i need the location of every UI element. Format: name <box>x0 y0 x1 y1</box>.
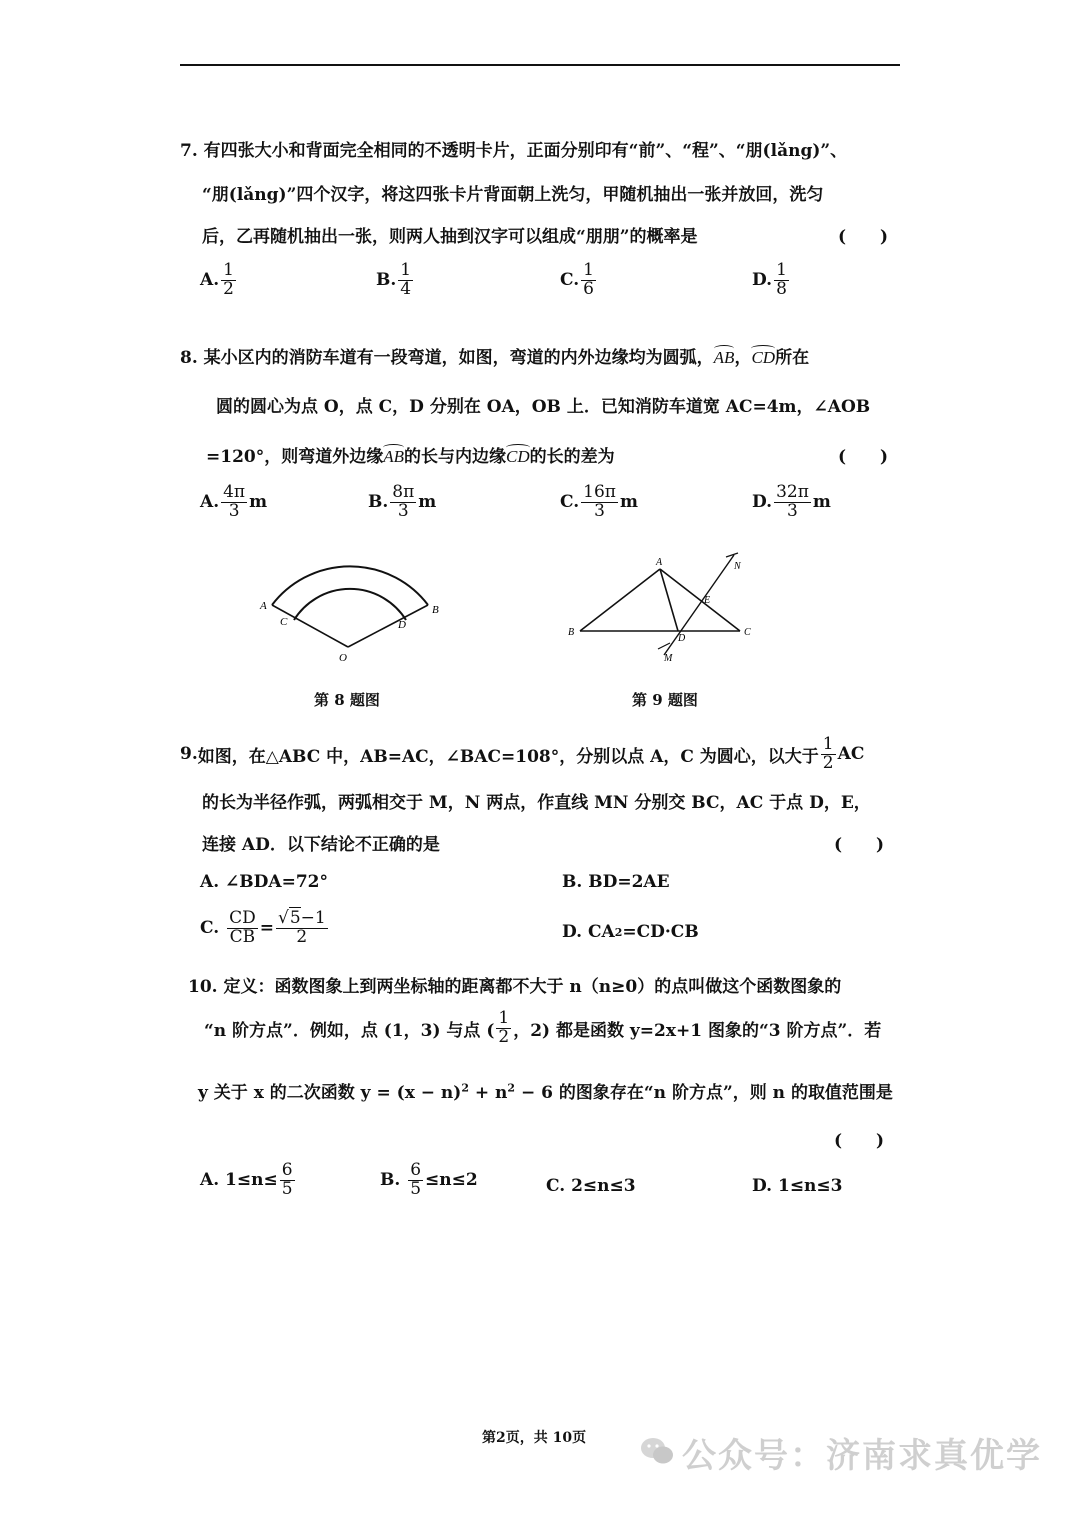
q10-text-2b: ，2) 都是函数 y=2x+1 图象的“3 阶方点”．若 <box>513 1020 882 1041</box>
q10-text-1: 定义：函数图象上到两坐标轴的距离都不大于 n（n≥0）的点叫做这个函数图象的 <box>223 977 842 997</box>
minus-one: −1 <box>300 908 326 928</box>
q10-line2 <box>204 1010 881 1047</box>
frac-num: 1 <box>776 260 787 280</box>
q7-line1 <box>180 136 847 161</box>
q8-line2: 圆的圆心为点 O，点 C，D 分别在 OA，OB 上．已知消防车道宽 AC=4m，∠AOB <box>216 397 871 417</box>
frac-den: 2 <box>296 926 308 947</box>
arc-ab-label-2: AB <box>383 447 405 466</box>
frac-den: 3 <box>594 500 605 521</box>
frac-num: 8π <box>392 482 415 502</box>
q10-option-b-label: B. <box>380 1170 401 1191</box>
label-n: N <box>734 561 741 572</box>
frac-den: 2 <box>223 278 234 299</box>
label-c: C <box>744 627 751 638</box>
q9-option-a-text: ∠BDA=72° <box>225 872 328 892</box>
q7-option-b-label: B. <box>376 270 397 291</box>
segment-ob <box>348 605 428 647</box>
label-e: E <box>704 595 711 606</box>
figure-8-diagram <box>250 555 450 675</box>
q9-option-b-label: B. <box>562 872 583 892</box>
q9-option-d-text-b: =CD·CB <box>622 922 699 942</box>
label-c: C <box>280 616 288 628</box>
watermark-text: 公众号：济南求真优学 <box>682 1436 1042 1476</box>
q8-comma: ， <box>734 348 752 368</box>
q10-option-c-label: C. <box>546 1176 566 1196</box>
q9-line3: 连接 AD．以下结论不正确的是 <box>202 835 440 855</box>
q10-text-3c: − 6 的图象存在“n 阶方点”，则 n 的取值范围是 <box>515 1083 893 1103</box>
label-o: O <box>339 652 347 664</box>
q7-text-1: 有四张大小和背面完全相同的不透明卡片，正面分别印有“前”、“程”、“朋(lǎng)”、 <box>203 141 848 161</box>
q7-number: 7. <box>180 141 198 161</box>
segment-ad <box>660 569 678 631</box>
label-a: A <box>656 557 663 568</box>
frac-num: 1 <box>223 260 234 280</box>
q10-option-c-text: 2≤n≤3 <box>571 1176 636 1196</box>
frac-den: 3 <box>397 500 409 521</box>
q7-answer-paren: ( ) <box>838 227 889 247</box>
frac-den: 8 <box>776 278 787 299</box>
q10-text-3a: y 关于 x 的二次函数 y = (x − n) <box>198 1083 462 1103</box>
inner-arc <box>294 589 406 620</box>
frac-num: 6 <box>281 1160 293 1180</box>
q8-option-b-frac <box>390 484 416 521</box>
frac-den: 5 <box>410 1178 422 1199</box>
figure-9-caption: 第 9 题图 <box>632 691 698 709</box>
q10-option-d-text: 1≤n≤3 <box>777 1176 843 1196</box>
q9-option-b <box>562 872 670 892</box>
q8-option-b <box>368 484 436 521</box>
frac-num: CD <box>229 908 256 928</box>
frac-den: 3 <box>787 500 798 521</box>
q7-option-c-label: C. <box>560 270 580 291</box>
q9-half-frac <box>821 736 836 773</box>
q7-line3: 后，乙再随机抽出一张，则两人抽到汉字可以组成“朋朋”的概率是 <box>202 227 698 247</box>
q10-option-d-label: D. <box>752 1176 773 1196</box>
frac-den: 2 <box>822 752 834 773</box>
q10-line3 <box>198 1078 893 1103</box>
frac-den: 5 <box>281 1178 293 1199</box>
q10-option-d <box>752 1176 843 1196</box>
equals-sign: = <box>259 918 274 939</box>
q10-point-frac <box>496 1010 511 1047</box>
q10-line1 <box>188 972 841 997</box>
q9-text-1a: 如图，在△ABC 中，AB=AC，∠BAC=108°，分别以点 A，C 为圆心，以大于 <box>197 746 819 767</box>
figure-9-diagram <box>560 545 780 670</box>
line-mn <box>664 555 734 655</box>
q7-option-d-label: D. <box>752 270 773 291</box>
q9-line2: 的长为半径作弧，两弧相交于 M，N 两点，作直线 MN 分别交 BC，AC 于点 D，E， <box>202 793 871 813</box>
q9-option-d-label: D. <box>562 922 583 942</box>
q10-option-b-frac <box>408 1162 423 1199</box>
page-footer: 第2页，共 10页 <box>482 1430 587 1446</box>
frac-num: 6 <box>410 1160 422 1180</box>
frac-num: 1 <box>583 260 594 280</box>
frac-num: 4π <box>223 482 246 502</box>
label-d: D <box>398 619 406 631</box>
superscript-2: 2 <box>507 1081 516 1095</box>
q10-option-b-text: ≤n≤2 <box>425 1170 478 1191</box>
q8-text-3b: 的长与内边缘 <box>404 447 507 467</box>
q10-answer-paren: ( ) <box>834 1131 885 1151</box>
frac-num: 1 <box>822 734 834 754</box>
q10-text-2a: “n 阶方点”．例如，点 (1，3) 与点 ( <box>204 1020 495 1041</box>
figure-8-caption: 第 8 题图 <box>314 691 380 709</box>
q9-text-1b: AC <box>837 744 865 765</box>
q9-option-c-right-frac <box>276 910 328 947</box>
q7-option-b <box>376 262 415 299</box>
q8-text-1a: 某小区内的消防车道有一段弯道，如图，弯道的内外边缘均为圆弧， <box>203 348 714 368</box>
segment-ba <box>580 569 660 631</box>
q9-option-c <box>200 910 330 947</box>
q9-option-b-text: BD=2AE <box>588 872 670 892</box>
superscript: 2 <box>614 925 623 939</box>
q10-option-c <box>546 1176 636 1196</box>
q7-option-b-frac <box>398 262 413 299</box>
q8-option-c-frac <box>581 484 618 521</box>
q10-option-a-text: 1≤n≤ <box>225 1170 278 1191</box>
frac-den: 6 <box>583 278 594 299</box>
q10-option-b <box>380 1162 478 1199</box>
q7-option-a <box>200 262 238 299</box>
q8-option-c-label: C. <box>560 492 580 513</box>
q10-option-a <box>200 1162 297 1199</box>
q8-text-1b: 所在 <box>775 348 810 368</box>
q7-line2: “朋(lǎng)”四个汉字，将这四张卡片背面朝上洗匀，甲随机抽出一张并放回，洗匀 <box>202 185 824 205</box>
unit: m <box>812 492 831 513</box>
q7-option-d <box>752 262 791 299</box>
arc-ab-label: AB <box>713 348 735 367</box>
sqrt-sign: √ <box>277 908 289 928</box>
q7-option-c-frac <box>581 262 596 299</box>
q8-line1 <box>180 343 809 368</box>
q9-option-a-label: A. <box>200 872 220 892</box>
q7-option-a-frac <box>221 262 236 299</box>
q10-number: 10. <box>188 977 218 997</box>
label-m: M <box>664 653 673 664</box>
q8-text-3a: =120°，则弯道外边缘 <box>206 447 384 467</box>
label-b: B <box>568 627 575 638</box>
q9-option-c-left-frac <box>227 910 258 947</box>
q8-option-c <box>560 484 638 521</box>
label-b: B <box>432 604 439 616</box>
q9-option-c-label: C. <box>200 918 220 939</box>
frac-num: 16π <box>583 482 616 502</box>
frac-den: CB <box>229 926 256 947</box>
unit: m <box>619 492 638 513</box>
superscript-1: 2 <box>461 1081 469 1095</box>
q7-option-d-frac <box>774 262 789 299</box>
q8-option-b-label: B. <box>368 492 389 513</box>
top-rule <box>180 64 900 66</box>
frac-num: 1 <box>400 260 412 280</box>
frac-den: 2 <box>498 1026 510 1047</box>
q9-option-d-text-a: CA <box>587 922 615 942</box>
q9-number: 9. <box>180 744 198 765</box>
wechat-icon <box>640 1436 674 1466</box>
q8-option-d-frac <box>774 484 811 521</box>
q10-text-3b: + n <box>468 1083 508 1103</box>
q8-answer-paren: ( ) <box>838 447 889 467</box>
q8-number: 8. <box>180 348 198 368</box>
q8-text-3c: 的长的差为 <box>529 447 615 467</box>
label-a: A <box>260 600 267 612</box>
q10-option-a-frac <box>280 1162 295 1199</box>
q9-option-a <box>200 872 328 892</box>
frac-den: 4 <box>400 278 412 299</box>
segment-ac <box>660 569 740 631</box>
arc-cd-label: CD <box>751 348 776 367</box>
q7-option-a-label: A. <box>200 270 220 291</box>
arc-cd-label-2: CD <box>506 447 530 466</box>
sqrt-radicand: 5 <box>289 908 301 928</box>
unit: m <box>249 492 268 513</box>
label-d: D <box>678 633 686 644</box>
frac-num: 32π <box>776 482 809 502</box>
q10-option-a-label: A. <box>200 1170 220 1191</box>
frac-den: 3 <box>228 500 240 521</box>
q9-answer-paren: ( ) <box>834 835 885 855</box>
arc-mark-n <box>726 553 738 557</box>
q8-option-a <box>200 484 267 521</box>
q8-line3 <box>206 442 615 467</box>
unit: m <box>418 492 437 513</box>
q8-option-d-label: D. <box>752 492 773 513</box>
q7-option-c <box>560 262 598 299</box>
frac-num: 1 <box>498 1008 510 1028</box>
q8-option-d <box>752 484 831 521</box>
q9-option-d <box>562 922 699 942</box>
q8-option-a-label: A. <box>200 492 220 513</box>
q8-option-a-frac <box>221 484 247 521</box>
q9-line1 <box>180 736 864 773</box>
outer-arc <box>272 566 428 605</box>
